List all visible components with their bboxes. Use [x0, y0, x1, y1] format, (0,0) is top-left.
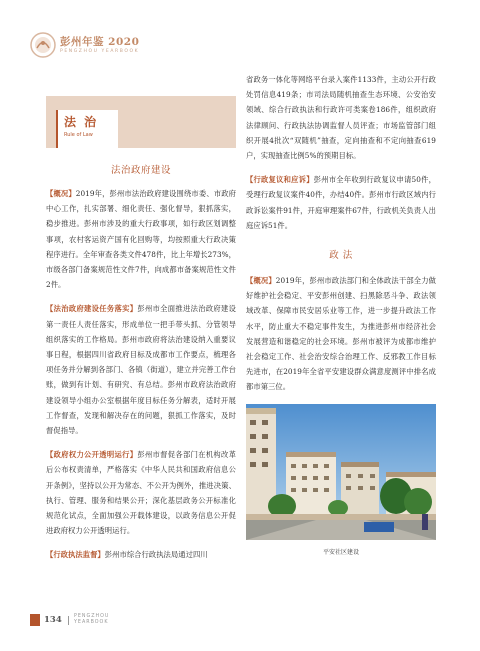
footer-label-line2: YEARBOOK — [74, 620, 109, 625]
community-photo — [246, 404, 436, 540]
page-header — [30, 30, 230, 60]
chapter-banner-label — [56, 110, 118, 148]
chapter-title: 法 治 — [64, 115, 99, 129]
chapter-banner — [46, 96, 236, 148]
yearbook-logo-icon — [30, 32, 56, 58]
chapter-subtitle: Rule of Law — [64, 132, 93, 138]
paragraph-text: 彭州市全面推进法治政府建设第一责任人责任落实，形成单位一把手带头抓、分管领导组织落实的工作格局。彭州市政府将法治建设纳入重要议事日程，根据四川省政府目标及成都市工作要点，梳理各项任务并分解到各部门、各镇（街道），建立并完善工作台账，做到有计划、有研究、有总结。彭州市政府法治政府建设领导小组办公室根据年度目标任务分解表，适时开展工作督查，发现和解决存在的问题，狠抓工作落实，及时督促指导。 — [46, 304, 236, 436]
footer-label — [74, 614, 109, 626]
footer-separator — [68, 616, 69, 625]
paragraph-administrative-review — [246, 172, 436, 233]
paragraph-tag: 【行政执法监督】 — [46, 550, 105, 560]
header-title: 彭州年鉴 2020 — [60, 36, 140, 48]
header-subtitle: PENGZHOU YEARBOOK — [60, 49, 140, 54]
paragraph-tag: 【概况】 — [246, 276, 276, 286]
paragraph-text: 彭州市综合行政执法局通过四川 — [104, 550, 208, 560]
photo-caption: 平安社区建设 — [322, 548, 359, 556]
section-title-politics-law: 政 法 — [329, 250, 353, 262]
footer-label-line1: PENGZHOU — [74, 614, 110, 619]
paragraph-politics-law-overview — [246, 273, 436, 395]
page-footer — [30, 612, 230, 630]
paragraph-text: 彭州市督促各部门在机构改革后公布权责清单，严格落实《中华人民共和国政府信息公开条例》，坚持以公开为常态、不公开为例外，推进决策、执行、管理、服务和结果公开；深化基层政务公开标准化规范化试点，全面加强公开载体建设，以政务信息公开促进政府权力公开透明运行。 — [46, 450, 236, 536]
paragraph-tag: 【政府权力公开透明运行】 — [46, 450, 138, 460]
paragraph-task-implementation — [46, 301, 236, 438]
paragraph-tag: 【概况】 — [46, 189, 76, 198]
section-title-rule-of-law-government: 法治政府建设 — [110, 165, 171, 176]
right-column — [246, 72, 436, 556]
community-photo-image — [246, 404, 436, 540]
paragraph-text: 彭州市全年收到行政复议申请50件，受理行政复议案件40件，办结40件。彭州市行政区域内行政诉讼案件91件，开庭审理案件67件，行政机关负责人出庭应诉51件。 — [246, 175, 436, 230]
footer-accent-bar — [30, 614, 40, 626]
paragraph-text: 2019年，彭州市法治政府建设围绕市委、市政府中心工作，扎实部署、细化责任、强化督导，狠抓落实，稳步推进。彭州市涉及的重大行政事项，如行政区划调整事项，农村客运资产国有化回购等，均按照重大行政决策程序进行。全年审查各类文件478件，比上年增长273%，市级各部门备案规范性文件7件，向成都市备案规范性文件2件。 — [46, 189, 236, 290]
page-number: 134 — [44, 615, 62, 625]
paragraph-text: 2019年，彭州市政法部门和全体政法干部全力做好维护社会稳定、平安彭州创建、扫黑除恶斗争、政法领域改革、保障市民安居乐业等工作，进一步提升政法工作水平，防止重大不稳定事件发生，为推进彭州市经济社会发展营造和谐稳定的社会环境。彭州市被评为成都市维护社会稳定工作、社会治安综合治理工作、反邪教工作目标先进市，在2019年全省平安建设群众满意度测评中排名成都市第三位。 — [246, 276, 436, 392]
paragraph-enforcement-supervision — [46, 547, 236, 562]
paragraph-tag: 【行政复议和应诉】 — [246, 175, 314, 185]
paragraph-enforcement-continued: 省政务一体化等网络平台录入案件1133件，主动公开行政处罚信息419条；市司法局随机抽查生态环境、公安治安领域、综合行政执法和行政许可类案卷186件，组织政府法律顾问、行政执法协调监督人员评查；市场监管部门组织开展4批次“双随机”抽查，定向抽查和不定向抽查619户，实现抽查比例5%的预期目标。 — [246, 75, 436, 161]
paragraph-overview — [46, 186, 236, 292]
paragraph-power-transparency — [46, 447, 236, 538]
left-column — [46, 96, 236, 572]
paragraph-tag: 【法治政府建设任务落实】 — [46, 304, 138, 314]
